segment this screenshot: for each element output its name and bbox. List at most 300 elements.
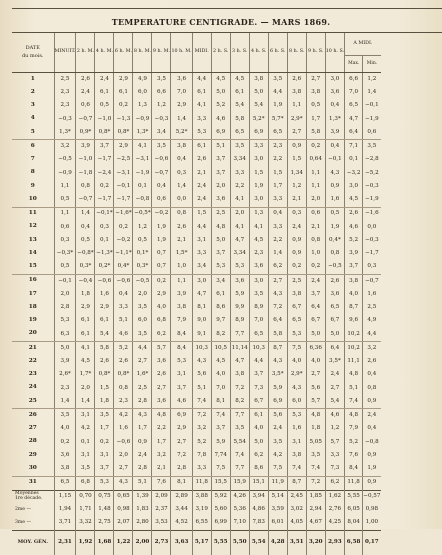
mean-cell: 3,19 [192, 504, 211, 517]
temperature-cell: 1,1 [171, 274, 192, 288]
temperature-cell: 5,7* [268, 113, 287, 126]
temperature-cell: 4,8 [152, 409, 171, 423]
temperature-cell: 0,5 [54, 193, 76, 207]
temperature-cell: 4,3 [268, 288, 287, 301]
temperature-cell: 2,4 [363, 409, 381, 423]
temperature-cell: −0,1 [325, 154, 344, 167]
temperature-cell: 1,9 [325, 221, 344, 234]
day-number: 31 [28, 479, 37, 486]
temperature-cell: 1,34 [287, 167, 306, 180]
temperature-cell: 1,6 [287, 423, 306, 436]
temperature-cell: 3,7 [211, 167, 230, 180]
temperature-cell: 0,6 [76, 100, 95, 113]
temperature-cell: 1,1 [54, 180, 76, 193]
temperature-cell: 7,2 [171, 449, 192, 462]
moyennes-label: Moyennes [15, 491, 39, 497]
temperature-cell: 0,2 [95, 436, 114, 449]
table-row [12, 476, 381, 490]
temperature-cell: 3,0 [325, 73, 344, 87]
temperature-cell: 4,4 [192, 221, 211, 234]
decade-label: 2me — [15, 506, 32, 512]
mean-cell: 2,07 [114, 517, 133, 531]
mean-cell: 1,39 [133, 490, 152, 504]
temperature-cell: 8,6 [211, 301, 230, 314]
temperature-cell: −0,7 [76, 193, 95, 207]
temperature-cell: 5,2 [345, 234, 363, 247]
mean-cell: 4,05 [287, 517, 306, 531]
temperature-cell: 3,6 [325, 288, 344, 301]
temperature-cell: 2,7 [268, 274, 287, 288]
temperature-cell: 2,8 [133, 395, 152, 409]
temperature-cell: 7,4 [306, 462, 325, 476]
temperature-cell: 7,0 [171, 86, 192, 99]
temperature-cell: 0,2 [306, 261, 325, 275]
temperature-cell: 15,9 [230, 476, 249, 490]
temperature-cell: 0,8* [95, 126, 114, 140]
day-number: 4 [30, 115, 35, 122]
temperature-cell: 6,1 [95, 86, 114, 99]
temperature-cell: 4,7 [345, 113, 363, 126]
temperature-cell: −2,5 [114, 154, 133, 167]
temperature-cell: −0,3* [54, 247, 76, 260]
temperature-cell: 0,3 [363, 261, 381, 275]
temperature-cell: 5,4 [249, 100, 268, 113]
temperature-cell: 5,1 [345, 382, 363, 395]
temperature-cell: 1,1 [306, 180, 325, 193]
temperature-cell: 3,6 [152, 355, 171, 368]
temperature-cell: 0,4 [325, 140, 344, 154]
temperature-cell: 2,6 [287, 73, 306, 87]
column-header: 8 h. S. [287, 33, 306, 73]
temperature-cell: 2,0 [230, 207, 249, 221]
temperature-cell: 8,4 [171, 342, 192, 356]
mean-cell: 4,25 [325, 517, 344, 531]
temperature-cell: 5,3 [211, 261, 230, 275]
temperature-cell: 6,5 [325, 301, 344, 314]
temperature-cell: 5,3 [171, 355, 192, 368]
temperature-cell: 2,9 [171, 100, 192, 113]
temperature-cell: 0,4 [114, 288, 133, 301]
column-header: 10 h. M. [171, 33, 192, 73]
temperature-cell: 3,6 [171, 73, 192, 87]
day-number: 19 [28, 317, 37, 324]
temperature-cell: 9,6 [345, 315, 363, 328]
temperature-cell: 4,7 [230, 355, 249, 368]
temperature-cell: 5,8 [95, 342, 114, 356]
temperature-cell: 3,5 [249, 288, 268, 301]
temperature-cell: 9,0 [192, 315, 211, 328]
temperature-cell: 0,9 [287, 234, 306, 247]
mean-cell: 7,83 [249, 517, 268, 531]
table-row [12, 315, 381, 328]
table-row [12, 261, 381, 275]
temperature-cell: 0,8* [95, 369, 114, 382]
temperature-cell: 3,7 [211, 423, 230, 436]
temperature-cell: 1,6* [133, 369, 152, 382]
temperature-cell: 7,7 [230, 409, 249, 423]
temperature-cell: 3,8 [171, 301, 192, 314]
temperature-cell: −0,3 [152, 113, 171, 126]
temperature-cell: 2,7 [114, 462, 133, 476]
table-row [12, 126, 381, 140]
day-number: 12 [28, 223, 37, 230]
temperature-cell: 4,0 [54, 423, 76, 436]
temperature-cell: 6,5 [249, 328, 268, 342]
temperature-cell: 2,3 [54, 86, 76, 99]
temperature-cell: 2,9* [287, 369, 306, 382]
general-mean-cell: 2,73 [152, 530, 171, 555]
temperature-cell: 2,6 [192, 154, 211, 167]
temperature-cell: 1,9 [268, 100, 287, 113]
temperature-cell: 1,2 [152, 100, 171, 113]
table-row [12, 221, 381, 234]
temperature-cell: 3,0 [249, 274, 268, 288]
temperature-cell: 0,9 [287, 247, 306, 260]
temperature-cell: 0,8* [114, 126, 133, 140]
column-header: 9 h. S. [306, 33, 325, 73]
temperature-cell: 0,4 [76, 221, 95, 234]
table-row [12, 274, 381, 288]
mean-cell: 6,01 [268, 517, 287, 531]
temperature-cell: 3,2 [363, 342, 381, 356]
temperature-cell: 5,8 [306, 126, 325, 140]
temperature-cell: 4,6 [345, 221, 363, 234]
column-header: 2 h. S. [211, 33, 230, 73]
mean-cell: 5,14 [268, 490, 287, 504]
temperature-cell: 4,8 [345, 409, 363, 423]
temperature-cell: 6,8 [152, 315, 171, 328]
temperature-cell: 1,3* [54, 126, 76, 140]
temperature-cell: −0,7 [152, 167, 171, 180]
temperature-cell: 2,5 [211, 207, 230, 221]
temperature-cell: 3,0 [249, 193, 268, 207]
temperature-cell: 0,8* [114, 369, 133, 382]
temperature-cell: 6,9 [268, 395, 287, 409]
temperature-cell: 3,1 [76, 409, 95, 423]
temperature-cell: 8,2 [211, 328, 230, 342]
temperature-cell: 4,3 [268, 355, 287, 368]
temperature-cell: 8,1 [211, 395, 230, 409]
temperature-cell: 6,5 [287, 315, 306, 328]
mean-cell: 6,05 [345, 504, 363, 517]
mean-cell: 3,88 [192, 490, 211, 504]
temperature-cell: 3,6 [230, 274, 249, 288]
temperature-cell: 3,1 [287, 436, 306, 449]
temperature-cell: 0,1* [133, 247, 152, 260]
temperature-cell: 4,1 [230, 221, 249, 234]
column-header: 4 h. M. [95, 33, 114, 73]
temperature-cell: 3,8 [287, 288, 306, 301]
general-mean-cell: 2,00 [133, 530, 152, 555]
temperature-cell: 3,7 [345, 261, 363, 275]
temperature-cell: 5,8 [268, 328, 287, 342]
temperature-cell: 8,7 [345, 301, 363, 314]
day-number: 22 [28, 357, 37, 364]
temperature-cell: 2,6 [95, 355, 114, 368]
temperature-cell: −1,7 [363, 247, 381, 260]
temperature-cell: 2,8 [171, 462, 192, 476]
temperature-cell: 9,9 [230, 301, 249, 314]
temperature-cell: 2,3 [114, 395, 133, 409]
temperature-cell: 0,4* [325, 234, 344, 247]
temperature-cell: 2,9 [114, 73, 133, 87]
temperature-cell: 6,2 [325, 476, 344, 490]
temperature-cell: −0,1 [114, 180, 133, 193]
temperature-cell: 3,2 [152, 449, 171, 462]
temperature-cell: 2,1 [152, 462, 171, 476]
temperature-cell: 5,0 [249, 436, 268, 449]
mean-cell: 3,94 [249, 490, 268, 504]
temperature-cell: −0,3 [54, 113, 76, 126]
day-number: 11 [28, 210, 37, 217]
temperature-cell: −3,1 [133, 154, 152, 167]
temperature-cell: 0,6 [306, 207, 325, 221]
temperature-cell: 3,0 [249, 154, 268, 167]
temperature-cell: 2,7 [287, 126, 306, 140]
temperature-cell: 2,9 [171, 423, 192, 436]
temperature-cell: 3,9 [171, 288, 192, 301]
temperature-cell: 2,1 [287, 193, 306, 207]
temperature-cell: 3,3 [192, 247, 211, 260]
table-row [12, 140, 381, 154]
table-row [12, 395, 381, 409]
temperature-cell: 3,7 [211, 154, 230, 167]
temperature-cell: 0,9 [363, 449, 381, 462]
mean-cell: 1,48 [95, 504, 114, 517]
day-number: 15 [12, 261, 54, 275]
temperature-cell: 1,8 [306, 423, 325, 436]
temperature-cell: −1,0 [76, 154, 95, 167]
temperature-cell: 0,7 [152, 247, 171, 260]
temperature-cell: 4,3 [192, 355, 211, 368]
temperature-cell: −1,7 [95, 193, 114, 207]
day-number: 14 [28, 249, 37, 256]
temperature-cell: 0,3* [133, 261, 152, 275]
temperature-cell: 1,9 [249, 180, 268, 193]
temperature-cell: 3,7 [211, 247, 230, 260]
temperature-cell: 0,8 [325, 247, 344, 260]
temperature-cell: 3,7 [95, 462, 114, 476]
temperature-cell: 2,7 [325, 382, 344, 395]
day-number: 30 [12, 462, 54, 476]
day-number: 23 [28, 371, 37, 378]
temperature-cell: −0,6 [114, 274, 133, 288]
mean-cell: 3,02 [287, 504, 306, 517]
temperature-cell: 3,7 [249, 369, 268, 382]
temperature-cell: 0,4 [363, 423, 381, 436]
temperature-cell: 1,5 [287, 154, 306, 167]
temperature-cell: 5,2 [192, 436, 211, 449]
temperature-cell: 5,4 [95, 328, 114, 342]
temperature-cell: 3,1 [171, 369, 192, 382]
day-number: 5 [12, 126, 54, 140]
temperature-cell: 10,2 [345, 342, 363, 356]
temperature-cell: 5,2* [171, 126, 192, 140]
page-title: TEMPERATURE CENTIGRADE. — MARS 1869. [111, 17, 331, 27]
temperature-cell: 3,2 [54, 140, 76, 154]
mean-cell: 1,71 [76, 504, 95, 517]
temperature-cell: 3,0 [345, 180, 363, 193]
temperature-cell: 5,0 [54, 342, 76, 356]
table-row [12, 180, 381, 193]
temperature-cell: −1,8 [76, 167, 95, 180]
mean-cell: 6,55 [192, 517, 211, 531]
temperature-cell: 5,2 [114, 342, 133, 356]
temperature-cell: 5,1 [133, 476, 152, 490]
temperature-cell: −0,5 [54, 154, 76, 167]
mean-label [12, 490, 54, 504]
temperature-cell: 5,1 [114, 315, 133, 328]
temperature-cell: 3,6 [325, 86, 344, 99]
temperature-cell: 7,0 [211, 382, 230, 395]
day-number: 26 [28, 411, 37, 418]
temperature-cell: 3,5 [306, 449, 325, 462]
temperature-cell: 6,9 [211, 126, 230, 140]
temperature-cell: 11,8 [345, 476, 363, 490]
temperature-cell: 2,3 [54, 382, 76, 395]
temperature-cell: 4,6 [325, 409, 344, 423]
temperature-cell: 1,4 [171, 180, 192, 193]
temperature-cell: 7,3 [249, 382, 268, 395]
temperature-cell: 2,8 [133, 462, 152, 476]
temperature-cell: 3,5 [230, 140, 249, 154]
temperature-cell: 2,3 [54, 100, 76, 113]
temperature-cell: 0,9 [363, 476, 381, 490]
temperature-cell: 3,7 [171, 382, 192, 395]
temperature-cell: 7,1 [345, 140, 363, 154]
temperature-cell: 1,4 [363, 86, 381, 99]
temperature-cell: 3,5 [152, 73, 171, 87]
temperature-cell: 2,7 [171, 436, 192, 449]
temperature-cell: 4,8 [306, 409, 325, 423]
temperature-cell: −1,3 [114, 113, 133, 126]
day-number: 21 [28, 344, 37, 351]
temperature-cell: 3,6 [152, 395, 171, 409]
temperature-cell: 2,6 [114, 355, 133, 368]
temperature-cell: 5,1 [192, 382, 211, 395]
temperature-cell: 6,5 [345, 100, 363, 113]
temperature-cell: 0,8 [114, 382, 133, 395]
temperature-cell: 3,3 [268, 221, 287, 234]
mean-cell: 1,62 [325, 490, 344, 504]
temperature-cell: 9,1 [192, 328, 211, 342]
temperature-cell: 0,2 [114, 100, 133, 113]
temperature-cell: 4,5 [211, 355, 230, 368]
temperature-cell: −0,9 [133, 113, 152, 126]
temperature-cell: −1,9 [363, 113, 381, 126]
temperature-cell: 2,9* [287, 113, 306, 126]
temperature-cell: 3,0 [192, 274, 211, 288]
temperature-cell: 3,34 [230, 154, 249, 167]
temperature-cell: 11,9 [268, 476, 287, 490]
temperature-cell: 8,9 [230, 315, 249, 328]
temperature-cell: 1,7 [152, 436, 171, 449]
temperature-cell: 7,0 [345, 86, 363, 99]
temperature-cell: 0,2 [54, 436, 76, 449]
mean-cell: 5,36 [230, 504, 249, 517]
temperature-cell: −0,8* [76, 247, 95, 260]
decade-label: 3me — [15, 519, 32, 525]
temperature-cell: 5,3 [54, 315, 76, 328]
temperature-cell: 6,5 [230, 126, 249, 140]
temperature-cell: 1,9 [152, 234, 171, 247]
temperature-cell: 2,5 [54, 73, 76, 87]
temperature-cell: 1,5 [95, 382, 114, 395]
temperature-cell: 2,3 [249, 247, 268, 260]
temperature-cell: 2,8 [54, 301, 76, 314]
table-row [12, 288, 381, 301]
mean-cell: 2,75 [95, 517, 114, 531]
day-number: 27 [28, 425, 37, 432]
table-row [12, 355, 381, 368]
temperature-cell: 0,5 [325, 207, 344, 221]
temperature-cell: 1,4 [54, 395, 76, 409]
temperature-cell: 6,6 [345, 73, 363, 87]
column-header: 3 h. S. [230, 33, 249, 73]
temperature-cell: 4,0 [306, 355, 325, 368]
table-row [12, 234, 381, 247]
temperature-cell: 10,3 [192, 342, 211, 356]
mean-row [12, 517, 381, 531]
temperature-cell: 1,5 [192, 207, 211, 221]
mean-cell: 5,60 [211, 504, 230, 517]
temperature-cell: 6,0 [133, 315, 152, 328]
mean-cell: 7,10 [230, 517, 249, 531]
table-row [12, 100, 381, 113]
temperature-cell: 1,1 [306, 167, 325, 180]
temperature-cell: −1,9 [133, 167, 152, 180]
temperature-cell: −0,7 [76, 113, 95, 126]
table-row [12, 409, 381, 423]
temperature-cell: 3,34 [230, 247, 249, 260]
temperature-cell: 7,7 [230, 328, 249, 342]
temperature-cell: 10,5 [211, 342, 230, 356]
temperature-cell: 5,3 [95, 476, 114, 490]
temperature-cell: 1,5 [268, 167, 287, 180]
temperature-cell: −0,6 [114, 436, 133, 449]
temperature-cell: 2,9 [95, 301, 114, 314]
temperature-cell: 1,0 [306, 247, 325, 260]
temperature-cell: 4,7 [192, 288, 211, 301]
day-number: 20 [12, 328, 54, 342]
temperature-cell: 7,2 [192, 409, 211, 423]
temperature-cell: 5,2 [345, 436, 363, 449]
temperature-cell: 6,2 [152, 328, 171, 342]
temperature-cell: 6,3 [54, 328, 76, 342]
temperature-cell: 3,8 [306, 86, 325, 99]
mean-cell: 5,55 [345, 490, 363, 504]
date-label: DATE [25, 45, 40, 51]
mean-cell: 5,92 [211, 490, 230, 504]
temperature-cell: 6,5 [268, 126, 287, 140]
temperature-cell: 2,7 [306, 73, 325, 87]
temperature-cell: 1,8 [76, 288, 95, 301]
day-number: 25 [12, 395, 54, 409]
temperature-cell: 3,5 [268, 436, 287, 449]
mean-cell: 0,98 [114, 504, 133, 517]
table-row [12, 342, 381, 356]
temperature-cell: 1,7 [306, 113, 325, 126]
temperature-cell: 0,6 [363, 126, 381, 140]
temperature-cell: 0,4 [268, 207, 287, 221]
temperature-cell: 8,2 [230, 395, 249, 409]
temperature-cell: 4,4 [363, 328, 381, 342]
temperature-cell: 5,4 [230, 100, 249, 113]
temperature-cell: 3,5 [363, 140, 381, 154]
temperature-cell: 8,7 [287, 476, 306, 490]
temperature-cell: 3,5 [230, 423, 249, 436]
general-mean-cell: 5,17 [192, 530, 211, 555]
